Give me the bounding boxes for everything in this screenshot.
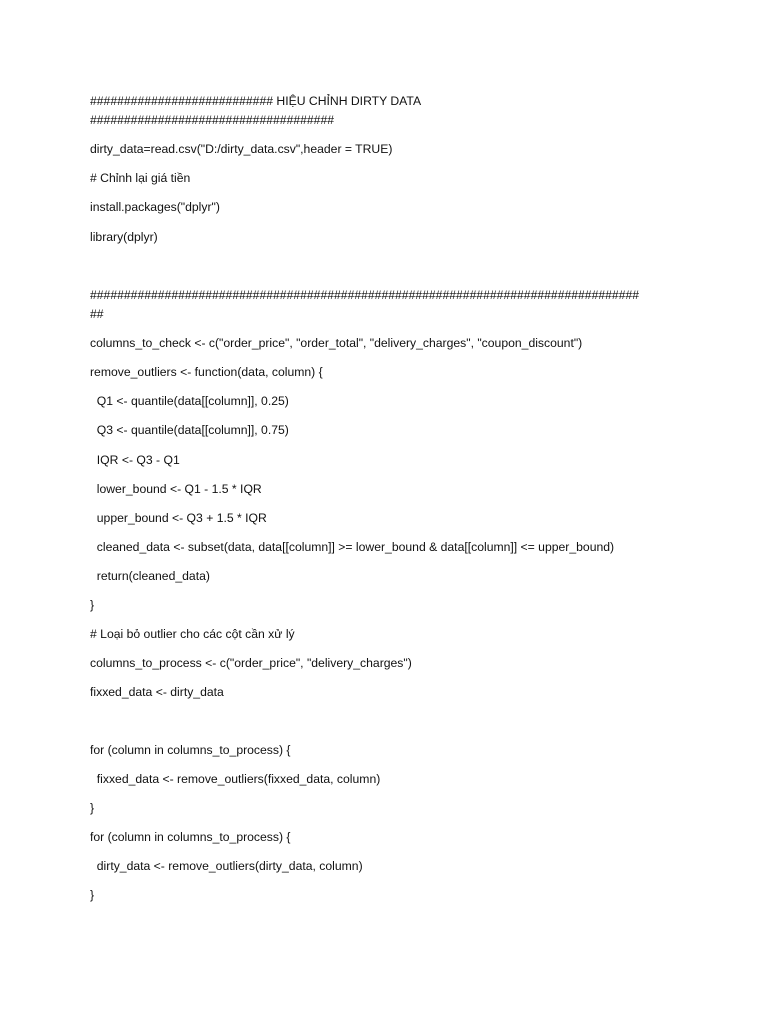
heading-line: ########################### HIỆU CHỈNH DIRTY DATA bbox=[90, 94, 422, 108]
code-line-read-csv: dirty_data=read.csv("D:/dirty_data.csv",header = TRUE) bbox=[90, 142, 393, 156]
code-line-lower-bound: lower_bound <- Q1 - 1.5 * IQR bbox=[90, 482, 262, 496]
code-line-q1: Q1 <- quantile(data[[column]], 0.25) bbox=[90, 394, 289, 408]
code-line-columns-process: columns_to_process <- c("order_price", "delivery_charges") bbox=[90, 656, 412, 670]
code-line-close-brace: } bbox=[90, 801, 95, 815]
code-line-install: install.packages("dplyr") bbox=[90, 200, 220, 214]
code-line-close-brace: } bbox=[90, 598, 95, 612]
code-line-library: library(dplyr) bbox=[90, 230, 158, 244]
code-line-q3: Q3 <- quantile(data[[column]], 0.75) bbox=[90, 423, 289, 437]
comment-line: # Chỉnh lại giá tiền bbox=[90, 171, 191, 185]
code-line-fixxed-data: fixxed_data <- dirty_data bbox=[90, 685, 224, 699]
hash-divider-line: ################################################################################# bbox=[90, 288, 640, 302]
code-line-function-def: remove_outliers <- function(data, column) { bbox=[90, 365, 323, 379]
code-line-return: return(cleaned_data) bbox=[90, 569, 210, 583]
code-line-iqr: IQR <- Q3 - Q1 bbox=[90, 453, 180, 467]
code-line-loop-body: dirty_data <- remove_outliers(dirty_data, column) bbox=[90, 859, 363, 873]
code-line-loop-body: fixxed_data <- remove_outliers(fixxed_data, column) bbox=[90, 772, 381, 786]
code-line-columns-check: columns_to_check <- c("order_price", "order_total", "delivery_charges", "coupon_discount") bbox=[90, 336, 583, 350]
code-line-upper-bound: upper_bound <- Q3 + 1.5 * IQR bbox=[90, 511, 267, 525]
hash-divider-line: #################################### bbox=[90, 113, 335, 127]
code-line-close-brace: } bbox=[90, 888, 95, 902]
comment-line: # Loại bỏ outlier cho các cột cần xử lý bbox=[90, 627, 295, 641]
code-line-for-loop: for (column in columns_to_process) { bbox=[90, 830, 291, 844]
code-line-for-loop: for (column in columns_to_process) { bbox=[90, 743, 291, 757]
code-line-subset: cleaned_data <- subset(data, data[[column]] >= lower_bound & data[[column]] <= upper_bound) bbox=[90, 540, 615, 554]
hash-divider-line: ## bbox=[90, 307, 104, 321]
